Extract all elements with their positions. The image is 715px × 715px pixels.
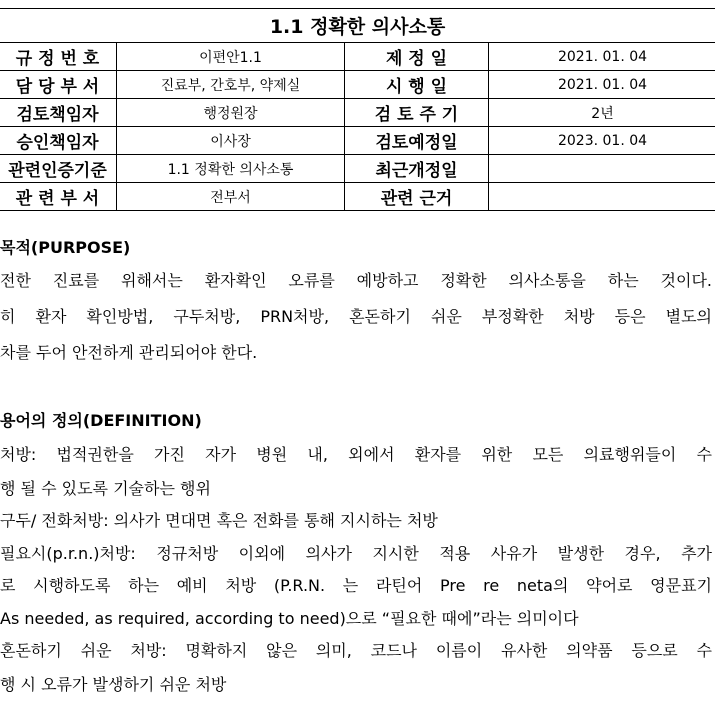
related-basis-value [489, 183, 715, 211]
responsible-dept-label: 담 당 부 서 [0, 71, 117, 99]
next-review-date-value: 2023. 01. 04 [489, 127, 715, 155]
purpose-heading: 목적(PURPOSE) [0, 238, 131, 257]
regulation-number-label: 규 정 번 호 [0, 43, 117, 71]
last-revision-date-value [489, 155, 715, 183]
definition-line: As needed, as required, according to need)으로 “필요한 때에”라는 의미이다 [0, 609, 579, 628]
last-revision-date-label: 최근개정일 [345, 155, 489, 183]
next-review-date-label: 검토예정일 [345, 127, 489, 155]
definition-line: 혼돈하기 쉬운 처방: 명확하지 않은 의미, 코드나 이름이 유사한 의약품 등으로 수 [0, 641, 712, 660]
purpose-line: 히 환자 확인방법, 구두처방, PRN처방, 혼돈하기 쉬운 부정확한 처방 등은 별도의 [0, 307, 712, 326]
document-title: 1.1 정확한 의사소통 [0, 9, 715, 43]
review-cycle-value: 2년 [489, 99, 715, 127]
definition-line: 로 시행하도록 하는 예비 처방 (P.R.N. 는 라틴어 Pre re neta의 약어로 영문표기 [0, 576, 712, 595]
definition-line: 행 시 오류가 발생하기 쉬운 처방 [0, 675, 227, 694]
reviewer-value: 행정원장 [117, 99, 345, 127]
reviewer-label: 검토책임자 [0, 99, 117, 127]
responsible-dept-value: 진료부, 간호부, 약제실 [117, 71, 345, 99]
approver-value: 이사장 [117, 127, 345, 155]
purpose-line: 차를 두어 안전하게 관리되어야 한다. [0, 343, 258, 362]
effective-date-value: 2021. 01. 04 [489, 71, 715, 99]
related-basis-label: 관련 근거 [345, 183, 489, 211]
enactment-date-label: 제 정 일 [345, 43, 489, 71]
enactment-date-value: 2021. 01. 04 [489, 43, 715, 71]
related-dept-value: 전부서 [117, 183, 345, 211]
definition-line: 구두/ 전화처방: 의사가 면대면 혹은 전화를 통해 지시하는 처방 [0, 511, 438, 530]
regulation-number-value: 이편안1.1 [117, 43, 345, 71]
review-cycle-label: 검 토 주 기 [345, 99, 489, 127]
effective-date-label: 시 행 일 [345, 71, 489, 99]
definition-line: 필요시(p.r.n.)처방: 정규처방 이외에 의사가 지시한 적용 사유가 발생한 경우, 추가 [0, 544, 712, 563]
definition-line: 처방: 법적권한을 가진 자가 병원 내, 외에서 환자를 위한 모든 의료행위들이 수 [0, 445, 712, 464]
purpose-line: 전한 진료를 위해서는 환자확인 오류를 예방하고 정확한 의사소통을 하는 것이다. [0, 271, 712, 290]
definition-line: 행 될 수 있도록 기술하는 행위 [0, 479, 211, 498]
approver-label: 승인책임자 [0, 127, 117, 155]
related-dept-label: 관 련 부 서 [0, 183, 117, 211]
accreditation-standard-value: 1.1 정확한 의사소통 [117, 155, 345, 183]
policy-info-table [0, 8, 715, 211]
definition-heading: 용어의 정의(DEFINITION) [0, 411, 202, 430]
accreditation-standard-label: 관련인증기준 [0, 155, 117, 183]
